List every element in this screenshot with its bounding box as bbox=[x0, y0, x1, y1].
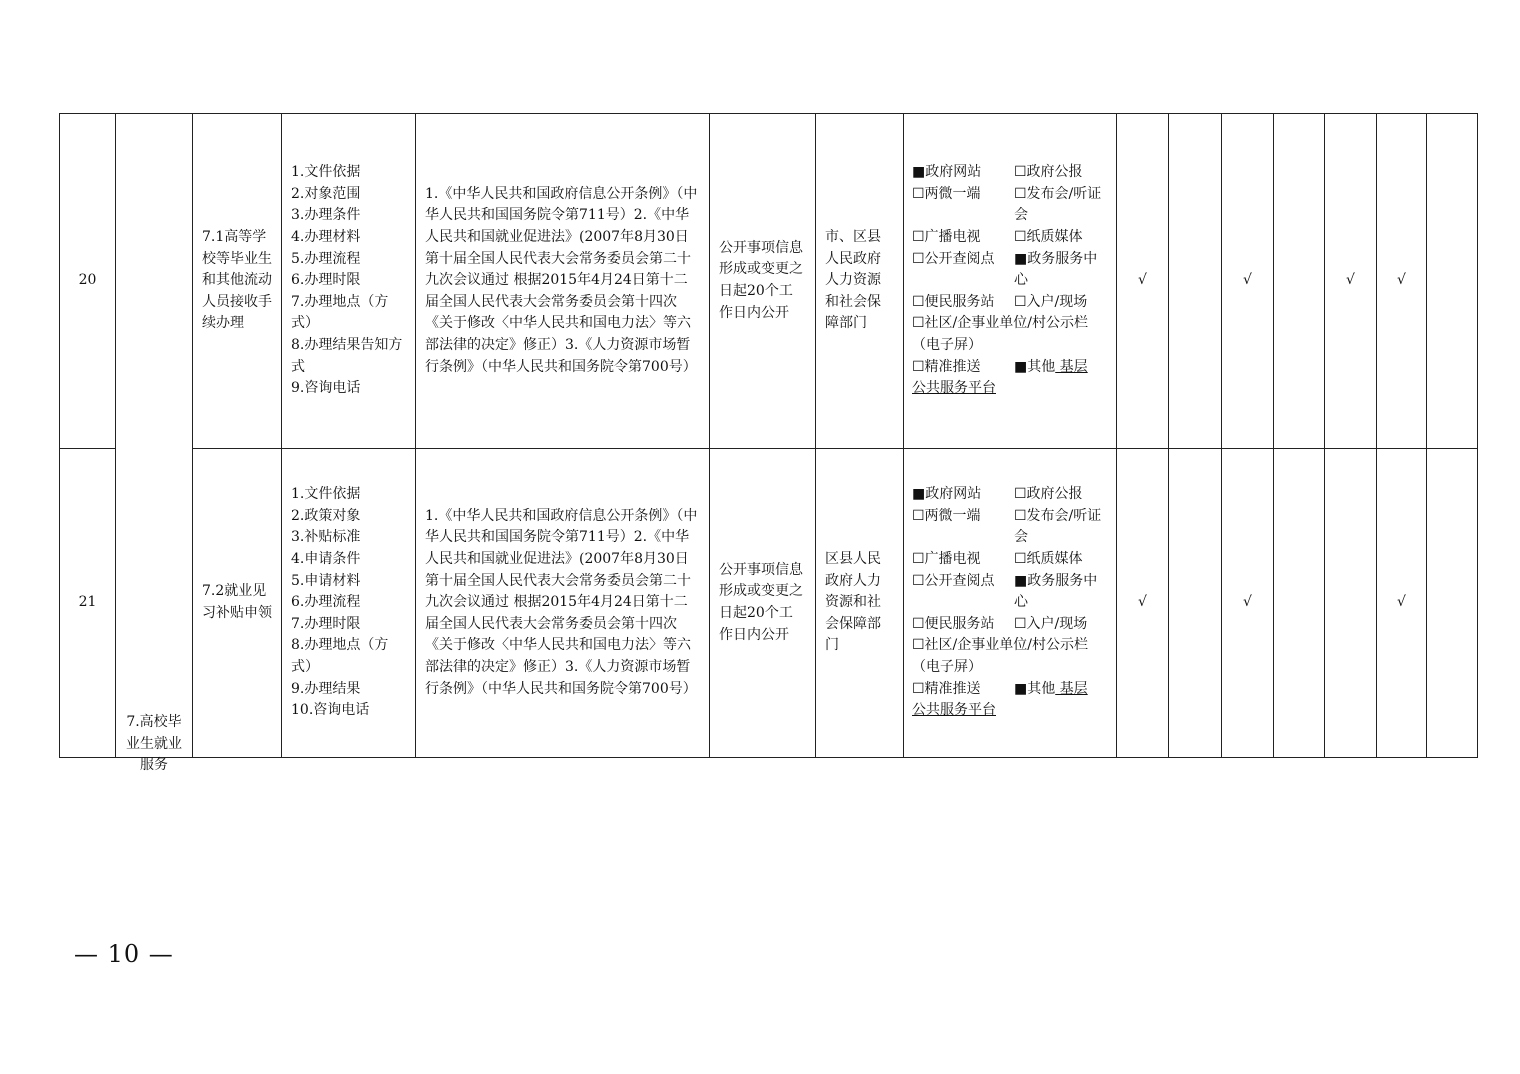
channel-gov-site: ■政府网站 bbox=[912, 164, 982, 181]
category-label: 7.高校毕业生就业服务 bbox=[126, 714, 182, 774]
channel-other: ■其他 bbox=[1014, 358, 1056, 375]
check-mark: √ bbox=[1117, 114, 1169, 449]
channel-other-text: 公共服务平台 bbox=[912, 702, 996, 719]
content-item: 3.补贴标准 bbox=[291, 529, 361, 546]
check-mark bbox=[1169, 449, 1222, 758]
check-mark bbox=[1427, 114, 1478, 449]
channel-gazette: ☐政府公报 bbox=[1014, 486, 1083, 503]
check-mark bbox=[1427, 449, 1478, 758]
content-item: 6.办理流程 bbox=[291, 594, 361, 611]
content-item: 1.文件依据 bbox=[291, 164, 361, 181]
channel-community: ☐社区/企事业单位/村公示栏（电子屏） bbox=[912, 315, 1088, 353]
row-number: 21 bbox=[60, 449, 116, 758]
content-item: 5.办理流程 bbox=[291, 250, 361, 267]
check-mark: √ bbox=[1377, 114, 1427, 449]
content-item: 5.申请材料 bbox=[291, 572, 361, 589]
content-item: 9.咨询电话 bbox=[291, 380, 361, 397]
channel-two-micro: ☐两微一端 bbox=[912, 507, 981, 524]
disclosure-time: 公开事项信息形成或变更之日起20个工作日内公开 bbox=[710, 114, 816, 449]
content-item: 1.文件依据 bbox=[291, 486, 361, 503]
legal-basis: 1.《中华人民共和国政府信息公开条例》（中华人民共和国国务院令第711号）2.《中华人民共和国就业促进法》(2007年8月30日第十届全国人民代表大会常务委员会第二十九次会议通过 根据2015年4月24日第十二届全国人民代表大会常务委员会第十四次《关于修改〈中华人民共和国电力法〉等六部法律的决定》修正）3.《人力资源市场暂行条例》（中华人民共和国务院令第700号） bbox=[416, 114, 710, 449]
channel-service-center: ■政务服务中心 bbox=[1014, 572, 1098, 611]
channel-community: ☐社区/企事业单位/村公示栏（电子屏） bbox=[912, 637, 1088, 675]
content-item: 9.办理结果 bbox=[291, 680, 361, 697]
content-item: 7.办理地点（方式） bbox=[291, 293, 389, 332]
content-item: 3.办理条件 bbox=[291, 207, 361, 224]
item-name: 7.2就业见习补贴申领 bbox=[193, 449, 282, 758]
check-mark: √ bbox=[1377, 449, 1427, 758]
channel-service-center: ■政务服务中心 bbox=[1014, 250, 1098, 289]
channel-press: ☐发布会/听证会 bbox=[1014, 185, 1102, 224]
channel-convenience: ☐便民服务站 bbox=[912, 615, 995, 632]
channel-other: ■其他 bbox=[1014, 680, 1056, 697]
content-item: 6.办理时限 bbox=[291, 272, 361, 289]
channel-paper: ☐纸质媒体 bbox=[1014, 229, 1083, 246]
check-mark: √ bbox=[1117, 449, 1169, 758]
channel-door: ☐入户/现场 bbox=[1014, 293, 1088, 310]
channel-precise: ☐精准推送 bbox=[912, 680, 981, 697]
content-item: 8.办理结果告知方式 bbox=[291, 336, 403, 375]
channel-paper: ☐纸质媒体 bbox=[1014, 551, 1083, 568]
content-item: 4.申请条件 bbox=[291, 551, 361, 568]
channel-convenience: ☐便民服务站 bbox=[912, 293, 995, 310]
legal-basis: 1.《中华人民共和国政府信息公开条例》（中华人民共和国国务院令第711号）2.《中华人民共和国就业促进法》(2007年8月30日第十届全国人民代表大会常务委员会第二十九次会议通过 根据2015年4月24日第十二届全国人民代表大会常务委员会第十四次《关于修改〈中华人民共和国电力法〉等六部法律的决定》修正）3.《人力资源市场暂行条例》（中华人民共和国务院令第700号） bbox=[416, 449, 710, 758]
channel-two-micro: ☐两微一端 bbox=[912, 185, 981, 202]
channel-door: ☐入户/现场 bbox=[1014, 615, 1088, 632]
channel-reading: ☐公开查阅点 bbox=[912, 572, 995, 589]
check-mark: √ bbox=[1325, 114, 1377, 449]
content-item: 7.办理时限 bbox=[291, 615, 361, 632]
category-cell bbox=[116, 114, 193, 774]
channel-tv: ☐广播电视 bbox=[912, 229, 981, 246]
item-name: 7.1高等学校等毕业生和其他流动人员接收手续办理 bbox=[193, 114, 282, 449]
content-item: 4.办理材料 bbox=[291, 229, 361, 246]
content-list bbox=[282, 114, 416, 449]
table-row bbox=[60, 449, 1478, 758]
check-mark bbox=[1325, 449, 1377, 758]
content-item: 8.办理地点（方式） bbox=[291, 637, 389, 675]
channel-other-text-a: 基层 bbox=[1055, 680, 1088, 697]
row-number: 20 bbox=[60, 114, 116, 449]
check-mark: √ bbox=[1222, 114, 1274, 449]
channel-gov-site: ■政府网站 bbox=[912, 486, 982, 503]
content-item: 2.政策对象 bbox=[291, 507, 361, 524]
check-mark: √ bbox=[1222, 449, 1274, 758]
channel-gazette: ☐政府公报 bbox=[1014, 164, 1083, 181]
content-list bbox=[282, 449, 416, 758]
table-row bbox=[60, 114, 1478, 449]
responsible-dept: 区县人民政府人力资源和社会保障部门 bbox=[816, 449, 904, 758]
check-mark bbox=[1169, 114, 1222, 449]
channel-press: ☐发布会/听证会 bbox=[1014, 507, 1102, 546]
channel-tv: ☐广播电视 bbox=[912, 551, 981, 568]
responsible-dept: 市、区县人民政府人力资源和社会保障部门 bbox=[816, 114, 904, 449]
check-mark bbox=[1274, 114, 1325, 449]
disclosure-time: 公开事项信息形成或变更之日起20个工作日内公开 bbox=[710, 449, 816, 758]
channel-reading: ☐公开查阅点 bbox=[912, 250, 995, 267]
content-item: 10.咨询电话 bbox=[291, 702, 370, 719]
check-mark bbox=[1274, 449, 1325, 758]
channel-other-text-a: 基层 bbox=[1055, 358, 1088, 375]
page-number: — 10 — bbox=[74, 940, 174, 968]
channel-list bbox=[904, 114, 1117, 449]
channel-list bbox=[904, 449, 1117, 758]
content-item: 2.对象范围 bbox=[291, 185, 361, 202]
channel-other-text: 公共服务平台 bbox=[912, 380, 996, 397]
channel-precise: ☐精准推送 bbox=[912, 358, 981, 375]
disclosure-table bbox=[59, 113, 1478, 774]
